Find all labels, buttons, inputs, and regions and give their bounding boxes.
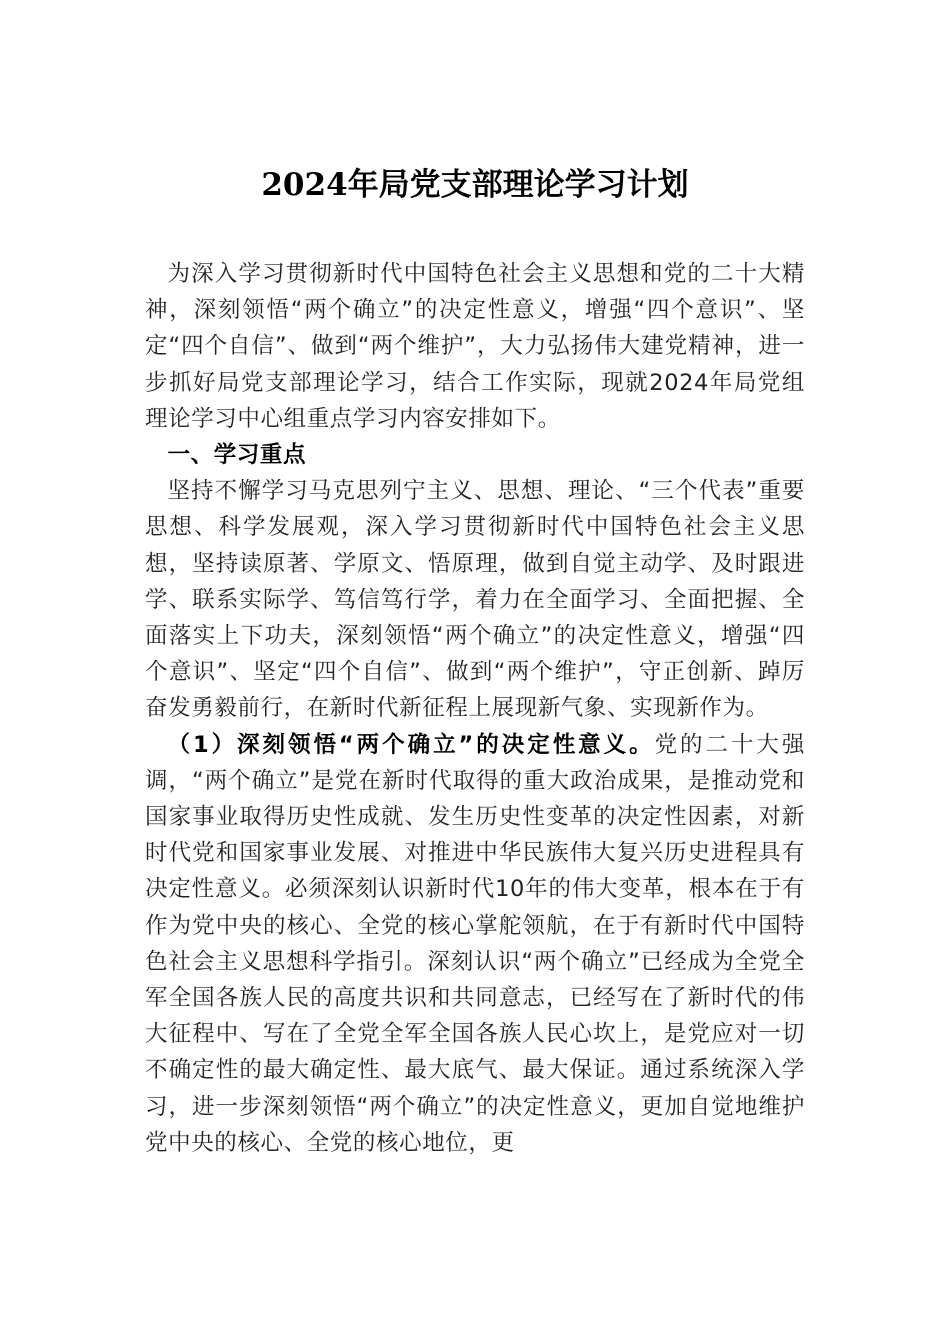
study-focus-paragraph: 坚持不懈学习马克思列宁主义、思想、理论、“三个代表”重要思想、科学发展观，深入学习贯彻新时代中国特色社会主义思想，坚持读原著、学原文、悟原理，做到自觉主动学、及时跟进学、联系实际学、笃信笃行学，着力在全面学习、全面把握、全面落实上下功夫，深刻领悟“两个确立”的决定性意义，增强“四个意识”、坚定“四个自信”、做到“两个维护”，守正创新、踔厉奋发勇毅前行，在新时代新征程上展现新气象、实现新作为。 bbox=[145, 478, 805, 722]
intro-paragraph: 为深入学习贯彻新时代中国特色社会主义思想和党的二十大精神，深刻领悟“两个确立”的决定性意义，增强“四个意识”、坚定“四个自信”、做到“两个维护”，大力弘扬伟大建党精神，进一步抓好局党支部理论学习，结合工作实际，现就2024年局党组理论学习中心组重点学习内容安排如下。 bbox=[145, 261, 805, 432]
item-1-paragraph bbox=[145, 727, 805, 1161]
section-heading-study-focus: 一、学习重点 bbox=[167, 442, 307, 469]
item-1-body: 党的二十大强调，“两个确立”是党在新时代取得的重大政治成果，是推动党和国家事业取得历史性成就、发生历史性变革的决定性因素，对新时代党和国家事业发展、对推进中华民族伟大复兴历史进程具有决定性意义。必须深刻认识新时代10年的伟大变革，根本在于有作为党中央的核心、全党的核心掌舵领航，在于有新时代中国特色社会主义思想科学指引。深刻认识“两个确立”已经成为全党全军全国各族人民的高度共识和共同意志，已经写在了新时代的伟大征程中、写在了全党全军全国各族人民心坎上，是党应对一切不确定性的最大确定性、最大底气、最大保证。通过系统深入学习，进一步深刻领悟“两个确立”的决定性意义，更加自觉地维护党中央的核心、全党的核心地位，更 bbox=[145, 731, 805, 1156]
document-title: 2024年局党支部理论学习计划 bbox=[261, 167, 689, 203]
item-1-lead: （1）深刻领悟“两个确立”的决定性意义。 bbox=[167, 731, 655, 758]
document-body bbox=[145, 256, 805, 1161]
